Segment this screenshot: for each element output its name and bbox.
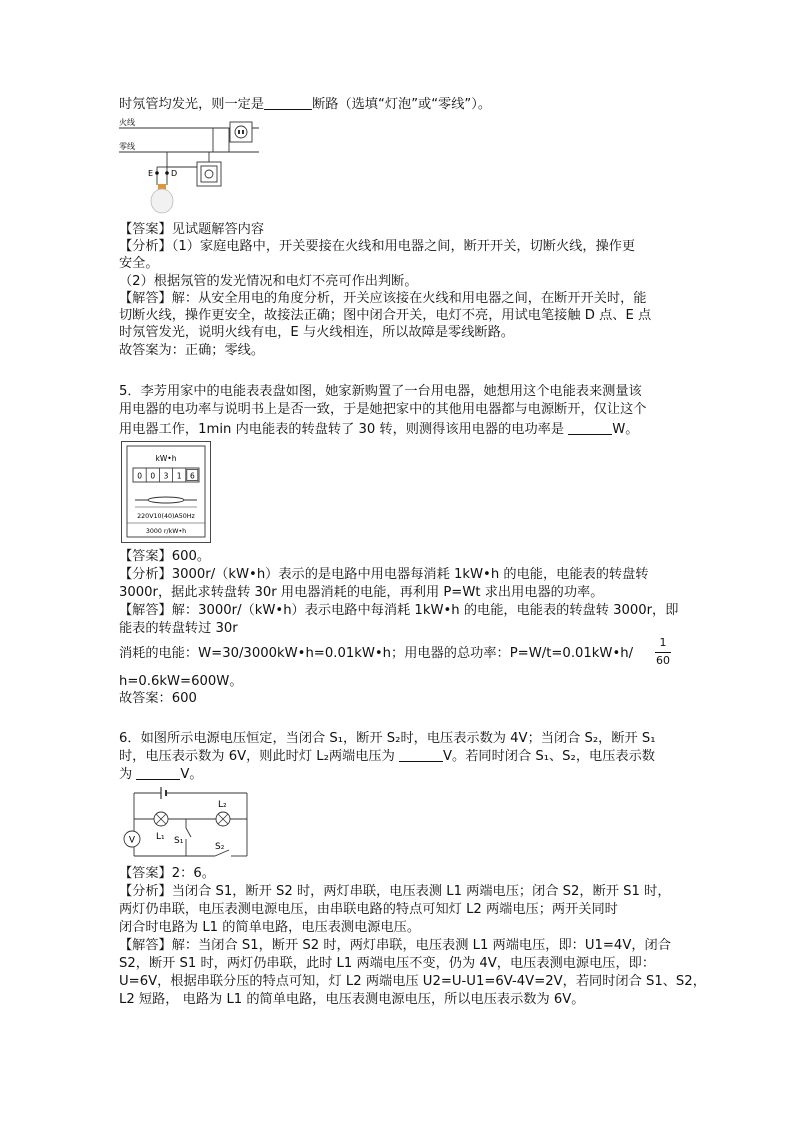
switch-s1-icon [186, 828, 191, 837]
q4-analysis-line: 安全。 [119, 256, 159, 271]
live-wire-label: 火线 [119, 118, 135, 127]
meter-spec-label: 220V10(40)A50Hz [137, 513, 195, 520]
q4-solution-line: 【解答】解：从安全用电的角度分析，开关应该接在火线和用电器之间，在断开开关时，能 [119, 291, 647, 306]
q6-answer-blank-2[interactable] [136, 765, 180, 780]
q5-final-answer: 故答案：600 [119, 691, 197, 706]
q4-fill-line [119, 95, 491, 113]
q6-stem-line [119, 765, 203, 783]
q4-solution-line: 时氖管发光，说明火线有电，E 与火线相连，所以故障是零线断路。 [119, 325, 514, 340]
q5-analysis-line: 3000r，据此求转盘转 30r 用电器消耗的电能，再利用 P=Wt 求出用电器的功率。 [119, 585, 604, 600]
meter-rev-label: 3000 r/kW•h [145, 528, 187, 535]
q5-calc-line: 消耗的电能：W=30/3000kW•h=0.01kW•h；用电器的总功率：P=W/t=0.01kW•h/ [119, 646, 634, 661]
q6-stem-line [119, 747, 655, 765]
lightbulb-icon [151, 189, 173, 213]
q6-stem-unit: V。 [180, 767, 203, 782]
q4-answer: 【答案】见试题解答内容 [119, 222, 265, 237]
q6-answer-blank-1[interactable] [399, 747, 443, 762]
q6-stem-text-end: V。若同时闭合 S₁、S₂，电压表示数 [443, 749, 655, 764]
fraction-bar [655, 652, 671, 653]
fraction-denominator: 60 [656, 654, 670, 667]
meter-digit: 6 [190, 471, 195, 481]
q5-calc-result: h=0.6kW=600W。 [119, 674, 243, 689]
q6-analysis-line: 闭合时电路为 L1 的简单电路，电压表测电源电压。 [119, 920, 421, 935]
q6-analysis-line: 【分析】当闭合 S1，断开 S2 时，两灯串联，电压表测 L1 两端电压；闭合 S2，断开 S1 时， [119, 884, 671, 899]
fraction-numerator: 1 [659, 636, 667, 649]
q5-stem-line: 5．李芳用家中的电能表表盘如图，她家新购置了一台用电器，她想用这个电能表来测量该 [119, 384, 642, 399]
q5-stem-line [119, 420, 638, 438]
q6-solution-line: 【解答】解：当闭合 S1，断开 S2 时，两灯串联，电压表测 L1 两端电压，即：U1=4V，闭合 [119, 938, 671, 953]
q4-fill-text: 时氖管均发光，则一定是 [119, 97, 265, 112]
q5-stem-line: 用电器的电功率与说明书上是否一致，于是她把家中的其他用电器都与电源断开，仅让这个 [119, 402, 647, 417]
q4-analysis-line: 【分析】（1）家庭电路中，开关要接在火线和用电器之间，断开开关，切断火线，操作更 [119, 239, 636, 254]
lamp-l2-label: L₂ [218, 800, 227, 810]
q5-solution-line: 能表的转盘转过 30r [119, 621, 238, 636]
q4-answer-blank[interactable] [264, 95, 312, 110]
point-d-label: D [171, 169, 178, 178]
q5-answer-blank[interactable] [568, 420, 612, 435]
q6-stem-text: 时，电压表示数为 6V，则此时灯 L₂两端电压为 [119, 749, 399, 764]
meter-digit: 0 [137, 471, 142, 481]
q6-solution-line: U=6V，根据串联分压的特点可知，灯 L2 两端电压 U2=U-U1=6V-4V=2V，若同时闭合 S1、S2， [119, 974, 706, 989]
meter-unit-label: kW•h [155, 454, 177, 463]
q6-solution-line: L2 短路， 电路为 L1 的简单电路，电压表测电源电压，所以电压表示数为 6V。 [119, 992, 585, 1007]
switch-s2-label: S₂ [215, 842, 225, 852]
q6-stem-line: 6．如图所示电源电压恒定，当闭合 S₁，断开 S₂时，电压表示数为 4V；当闭合 S₂，断开 S₁ [119, 731, 656, 746]
q6-solution-line: S2，断开 S1 时，两灯仍串联，此时 L1 两端电压不变，仍为 4V，电压表测电源电压，即： [119, 956, 656, 971]
meter-digit: 1 [176, 471, 182, 481]
voltmeter-label: V [128, 835, 136, 846]
q4-analysis-line: （2）根据氖管的发光情况和电灯不亮可作出判断。 [119, 274, 418, 289]
electric-meter-figure [121, 441, 211, 543]
meter-disc-icon [148, 497, 184, 503]
q5-stem-text: 用电器工作，1min 内电能表的转盘转了 30 转，则测得该用电器的电功率是 [119, 422, 569, 437]
lamp-l1-label: L₁ [156, 832, 165, 842]
q4-fill-text-end: 断路（选填“灯泡”或“零线”）。 [312, 97, 492, 112]
q5-answer: 【答案】600。 [119, 549, 211, 564]
q5-analysis-line: 【分析】3000r/（kW•h）表示的是电路中用电器每消耗 1kW•h 的电能，电能表的转盘转 [119, 567, 649, 582]
meter-digit: 3 [163, 471, 169, 481]
q4-circuit-figure [119, 115, 259, 225]
neutral-wire-label: 零线 [119, 142, 135, 151]
q6-answer: 【答案】2：6。 [119, 866, 215, 881]
q6-circuit-figure [119, 784, 254, 862]
q4-solution-line: 切断火线，操作更安全，故接法正确；图中闭合开关，电灯不亮，用试电笔接触 D 点、E 点 [119, 308, 652, 323]
q6-analysis-line: 两灯仍串联，电压表测电源电压，由串联电路的特点可知灯 L2 两端电压；两开关同时 [119, 902, 618, 917]
point-e-label: E [148, 169, 154, 178]
q5-stem-unit: W。 [612, 422, 639, 437]
q4-final-answer: 故答案为：正确；零线。 [119, 343, 265, 358]
q6-stem-text: 为 [119, 767, 137, 782]
socket-icon [230, 122, 252, 142]
q5-solution-line: 【解答】解：3000r/（kW•h）表示电路中每消耗 1kW•h 的电能，电能表的转盘转 3000r，即 [119, 603, 679, 618]
switch-s1-label: S₁ [174, 836, 184, 846]
meter-digit: 0 [150, 471, 156, 481]
